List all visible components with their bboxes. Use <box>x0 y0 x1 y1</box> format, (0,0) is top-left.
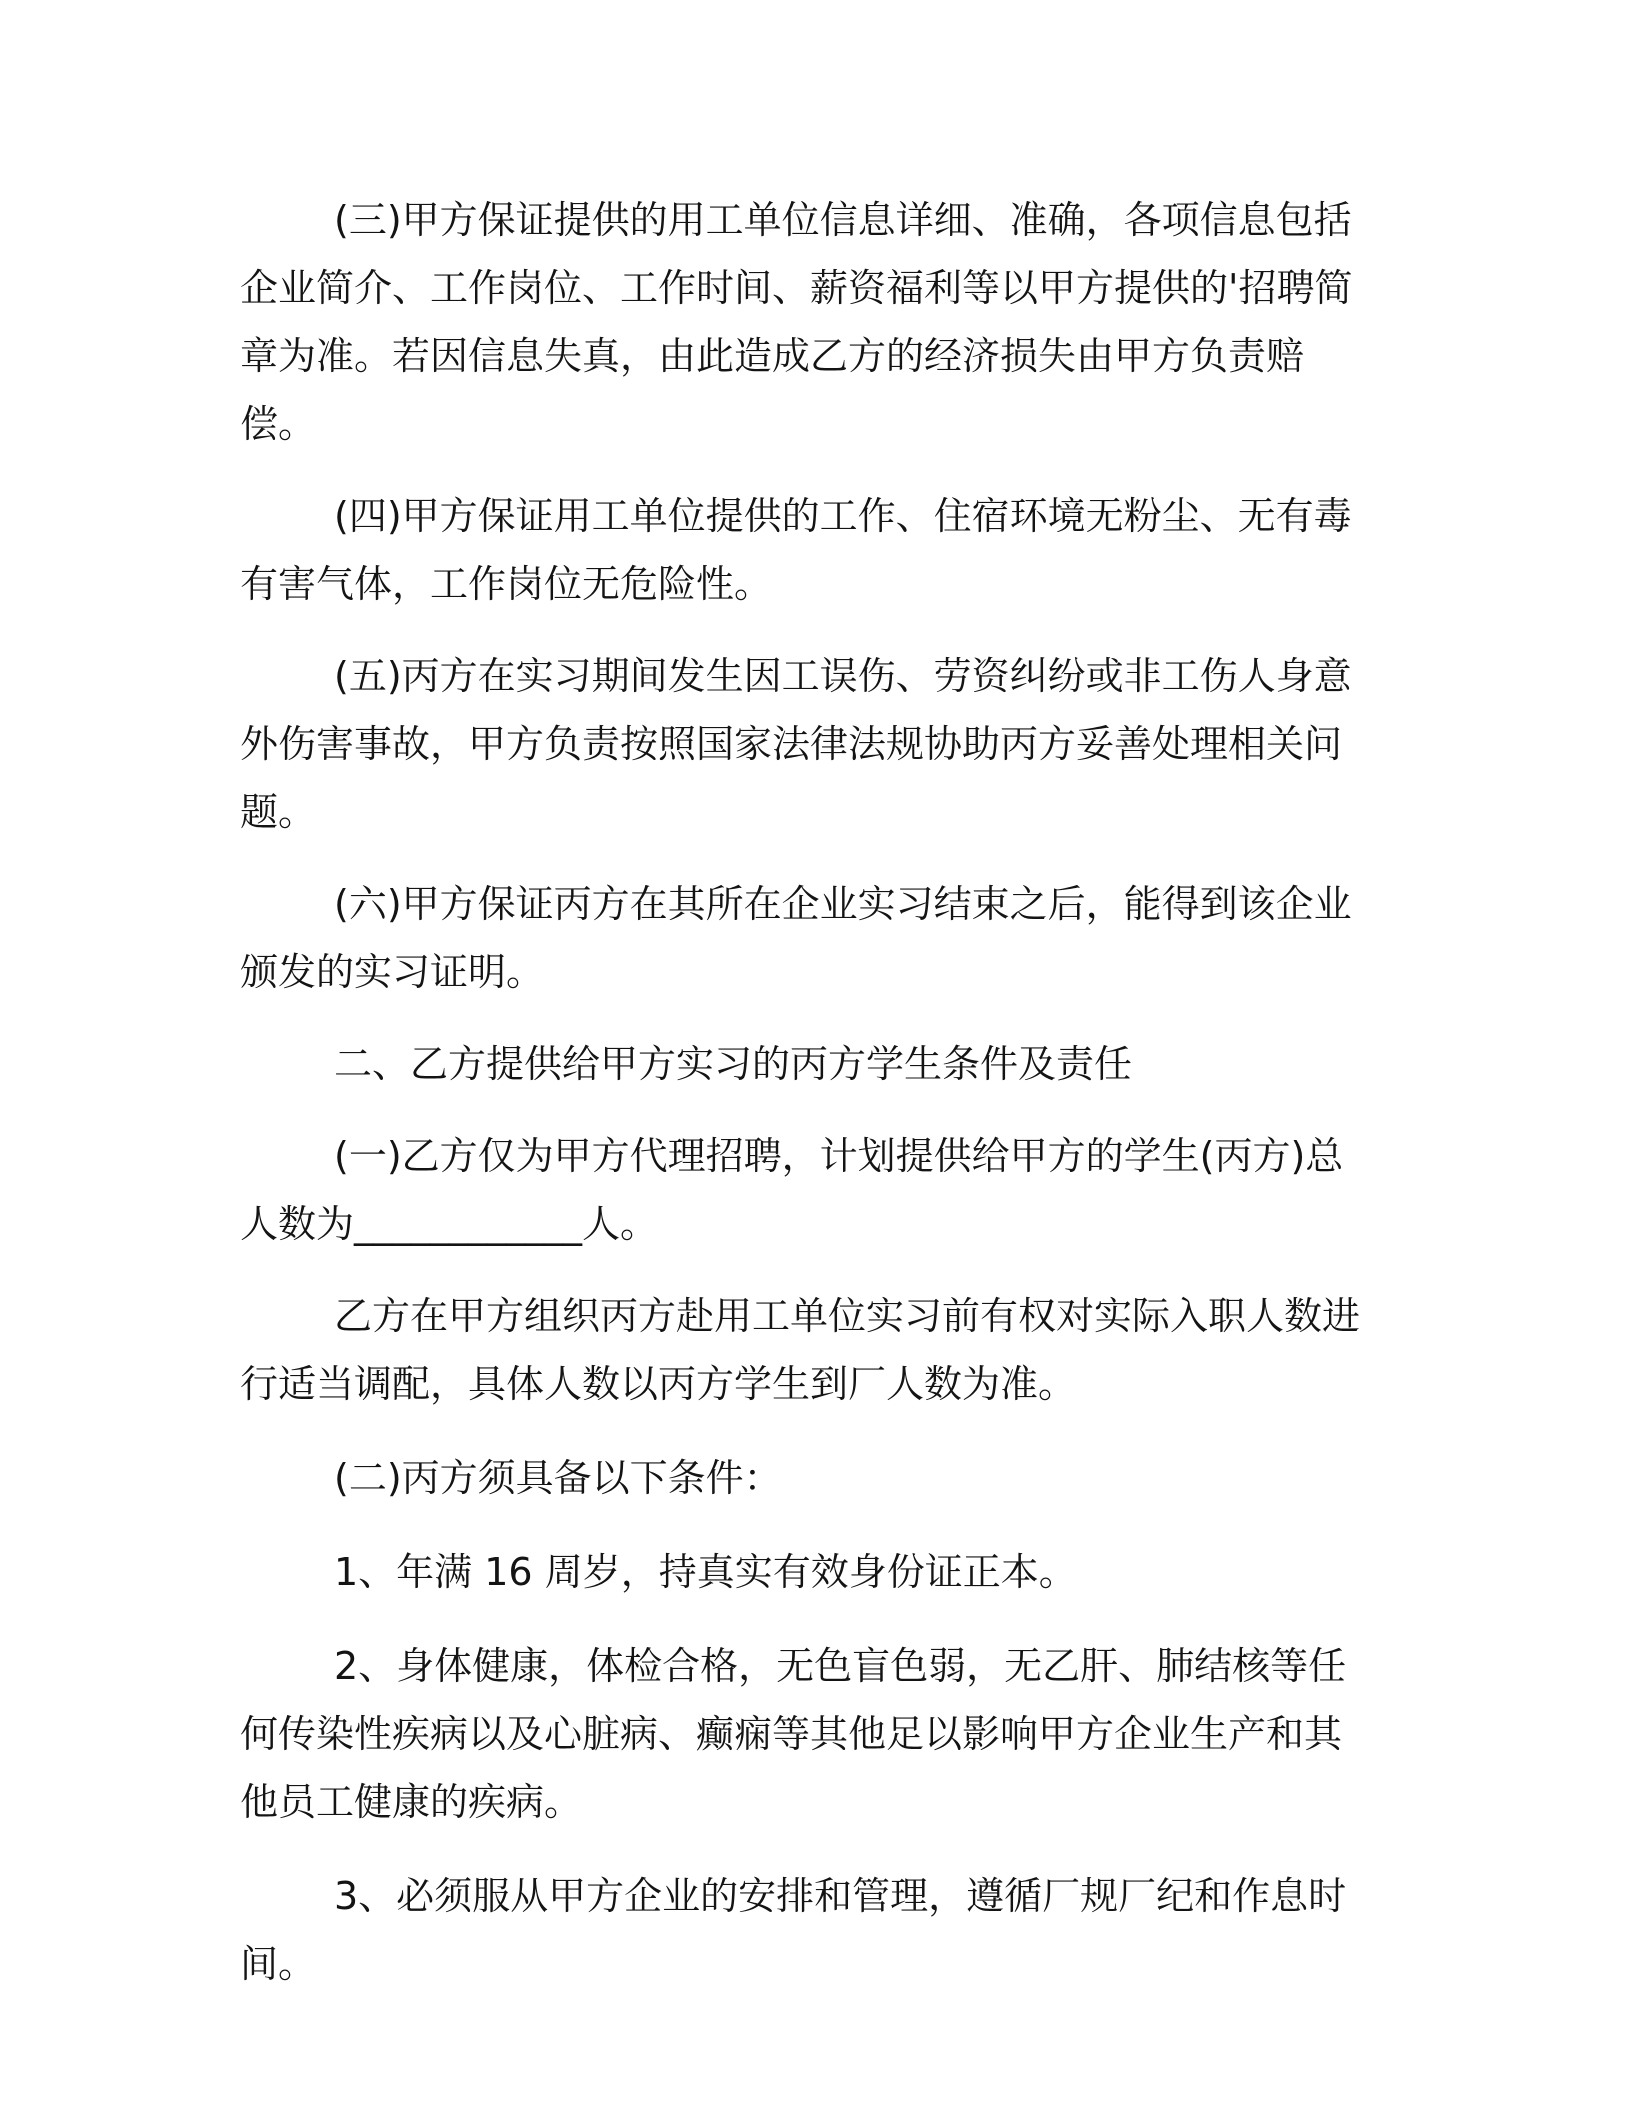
section-heading-2: 二、乙方提供给甲方实习的丙方学生条件及责任 <box>334 1042 1133 1086</box>
document-page <box>240 186 1370 1998</box>
paragraph-adjustment: 乙方在甲方组织丙方赴用工单位实习前有权对实际入职人数进行适当调配，具体人数以丙方学生到厂人数为准。 <box>240 1294 1361 1406</box>
paragraph-clause-4: (四)甲方保证用工单位提供的工作、住宿环境无粉尘、无有毒有害气体，工作岗位无危险性。 <box>240 494 1352 606</box>
list-item-condition-2: 2、身体健康，体检合格，无色盲色弱，无乙肝、肺结核等任何传染性疾病以及心脏病、癫痫等其他足以影响甲方企业生产和其他员工健康的疾病。 <box>240 1644 1347 1824</box>
paragraph-clause-5: (五)丙方在实习期间发生因工误伤、劳资纠纷或非工伤人身意外伤害事故，甲方负责按照国家法律法规协助丙方妥善处理相关问题。 <box>240 654 1352 834</box>
list-item-condition-3: 3、必须服从甲方企业的安排和管理，遵循厂规厂纪和作息时间。 <box>240 1874 1347 1986</box>
paragraph-clause-3: (三)甲方保证提供的用工单位信息详细、准确，各项信息包括企业简介、工作岗位、工作时间、薪资福利等以甲方提供的'招聘简章为准。若因信息失真，由此造成乙方的经济损失由甲方负责赔偿。 <box>240 198 1353 446</box>
paragraph-section2-clause-2: (二)丙方须具备以下条件： <box>334 1456 782 1500</box>
paragraph-clause-6: (六)甲方保证丙方在其所在企业实习结束之后，能得到该企业颁发的实习证明。 <box>240 882 1352 994</box>
paragraph-section2-clause-1: (一)乙方仅为甲方代理招聘，计划提供给甲方的学生(丙方)总人数为____________人。 <box>240 1134 1344 1246</box>
list-item-condition-1: 1、年满 16 周岁，持真实有效身份证正本。 <box>334 1550 1077 1594</box>
